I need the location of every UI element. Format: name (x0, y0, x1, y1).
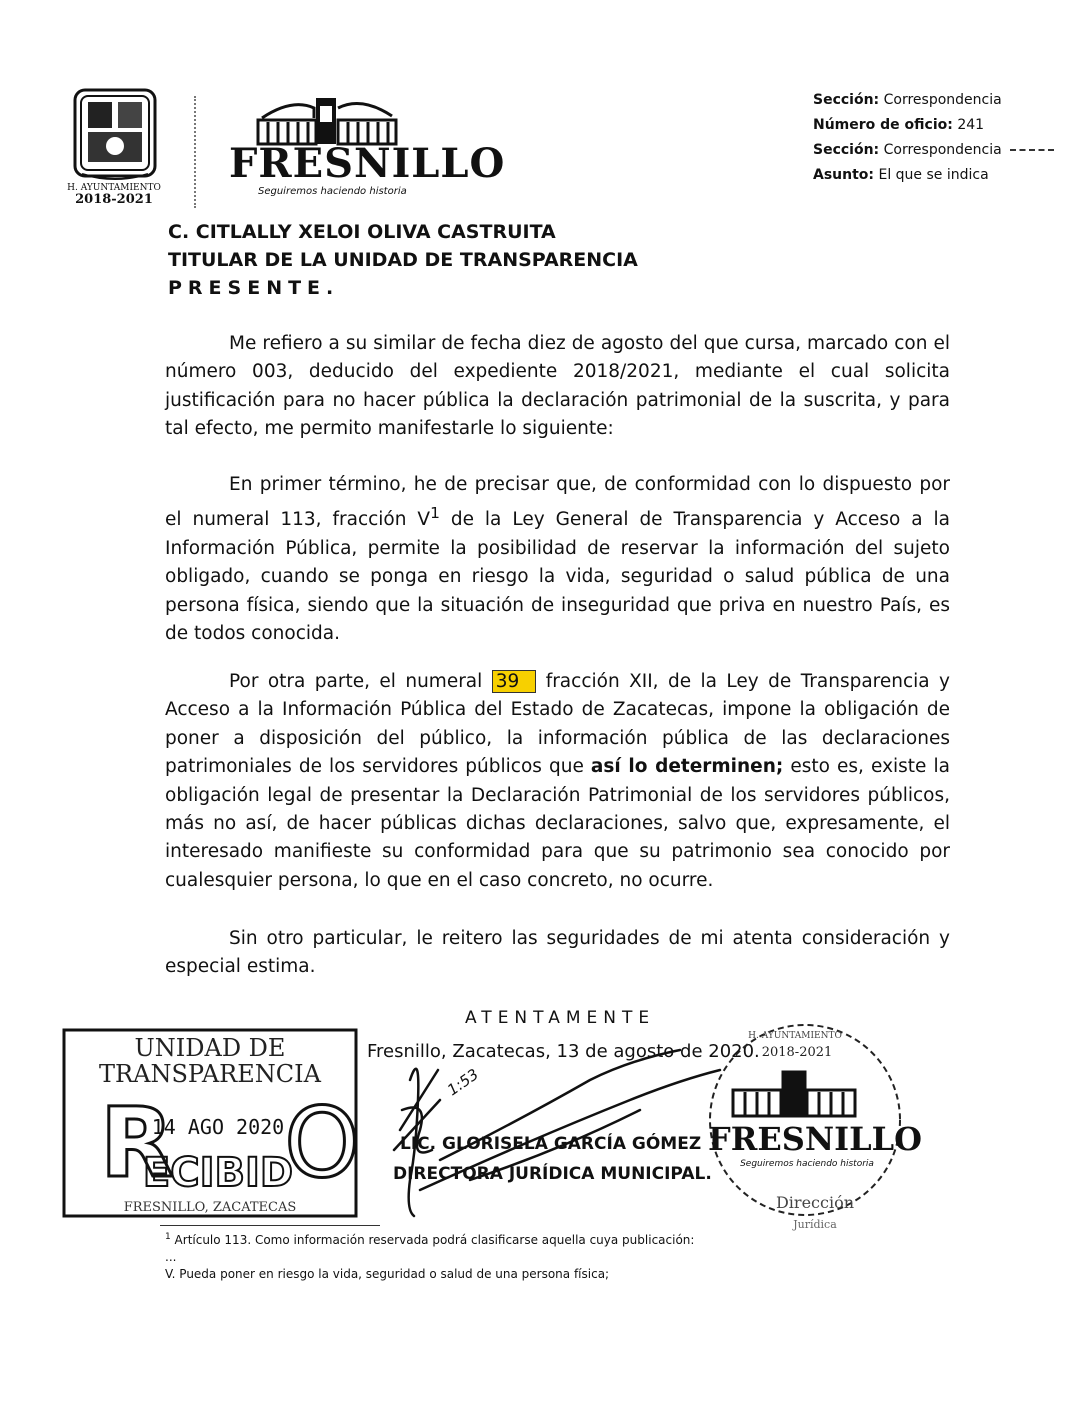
meta-seccion: Sección: Correspondencia (813, 92, 1002, 108)
document-metadata (813, 88, 1054, 188)
received-stamp (60, 1026, 360, 1221)
addressee-title: TITULAR DE LA UNIDAD DE TRANSPARENCIA (168, 249, 638, 271)
meta-asunto: Asunto: El que se indica (813, 167, 989, 183)
stamp-line2: TRANSPARENCIA (99, 1060, 321, 1088)
addressee-presente: PRESENTE. (168, 277, 340, 299)
footnote-1: $^1$ Artículo 113. Como información reservada podrá clasificarse aquella cuya publicación: (165, 1232, 695, 1247)
footnote-divider (160, 1225, 380, 1226)
crest-caption (58, 183, 170, 205)
footnote-ellipsis: ... (165, 1250, 177, 1264)
seal-caption: H. AYUNTAMIENTO (748, 1031, 842, 1041)
signer-title: DIRECTORA JURÍDICA MUNICIPAL. (393, 1164, 712, 1184)
fresnillo-building-icon (252, 92, 402, 146)
header-divider (194, 96, 196, 208)
meta-seccion-2: Sección: Correspondencia (813, 138, 1054, 163)
addressee-name: C. CITLALLY XELOI OLIVA CASTRUITA (168, 221, 556, 243)
stamp-letter-o: O (284, 1087, 360, 1199)
seal-dept2: Jurídica (793, 1218, 837, 1231)
seal-word: FRESNILLO (708, 1120, 922, 1158)
highlighted-number: 39 (492, 670, 537, 693)
signature-annotation: 1:53 (443, 1065, 482, 1100)
stamp-city: FRESNILLO, ZACATECAS (123, 1200, 297, 1215)
meta-numero-oficio: Número de oficio: 241 (813, 117, 985, 133)
bold-phrase: así lo determinen; (590, 756, 784, 778)
seal-slogan: Seguiremos haciendo historia (740, 1159, 874, 1169)
seal-years: 2018-2021 (761, 1045, 833, 1060)
handwritten-signature (380, 1040, 740, 1220)
stamp-recibido: ECIBID (142, 1150, 294, 1196)
paragraph-1: Me refiero a su similar de fecha diez de agosto del que cursa, marcado con el número 003, deducido del expediente 2018/2021, mediante el cual solicita justificación para no hacer pública la declaración patrimonial de la suscrita, y para tal efecto, me permito manifestarle lo siguiente: (165, 333, 950, 440)
fresnillo-dept-seal (708, 1010, 922, 1240)
fresnillo-logo-text: FRESNILLO (229, 140, 506, 187)
crest-caption-years: 2018-2021 (75, 192, 153, 207)
addressee-block (168, 218, 638, 302)
crest-caption-line1: H. AYUNTAMIENTO (67, 183, 161, 193)
dash-mark (1010, 149, 1054, 151)
seal-dept: Dirección (775, 1193, 855, 1212)
paragraph-2: En primer término, he de precisar que, de conformidad con lo dispuesto por el numeral 113, fracción $V^1$ de la Ley General de Transparencia y Acceso a la Información Pública, permite la posibilidad de reservar la información del sujeto obligado, cuando se ponga en riesgo la vida, seguridad o salud pública de una persona física, siendo que la situación de inseguridad que priva en nuestro País, es de todos conocida. (165, 474, 950, 645)
paragraph-4: Sin otro particular, le reitero las seguridades de mi atenta consideración y especial estima. (165, 928, 950, 978)
municipal-crest-icon (72, 88, 158, 183)
atentamente: ATENTAMENTE (465, 1008, 656, 1028)
footnote-fraction-v: V. Pueda poner en riesgo la vida, seguridad o salud de una persona física; (165, 1267, 610, 1281)
stamp-date: 14 AGO 2020 (151, 1115, 285, 1139)
place-date: Fresnillo, Zacatecas, 13 de agosto de 2020. (367, 1041, 760, 1062)
footnote-ref: 1 (430, 504, 440, 523)
logo-slogan: Seguiremos haciendo historia (258, 186, 407, 197)
stamp-letter-r: R (100, 1087, 174, 1199)
stamp-line1: UNIDAD DE (134, 1034, 286, 1062)
signer-name: LIC. GLORISELA GARCÍA GÓMEZ (400, 1134, 702, 1154)
paragraph-3: Por otra parte, el numeral 39 fracción XII, de la Ley de Transparencia y Acceso a la Información Pública del Estado de Zacatecas, impone la obligación de poner a disposición del público, la información pública de las declaraciones patrimoniales de los servidores públicos que así lo determinen; esto es, existe la obligación legal de presentar la Declaración Patrimonial de los servidores públicos, más no así, de hacer públicas dichas declaraciones, salvo que, expresamente, el interesado manifieste su conformidad para que su patrimonio sea conocido por cualesquier persona, lo que en el caso concreto, no ocurre. (165, 671, 951, 891)
